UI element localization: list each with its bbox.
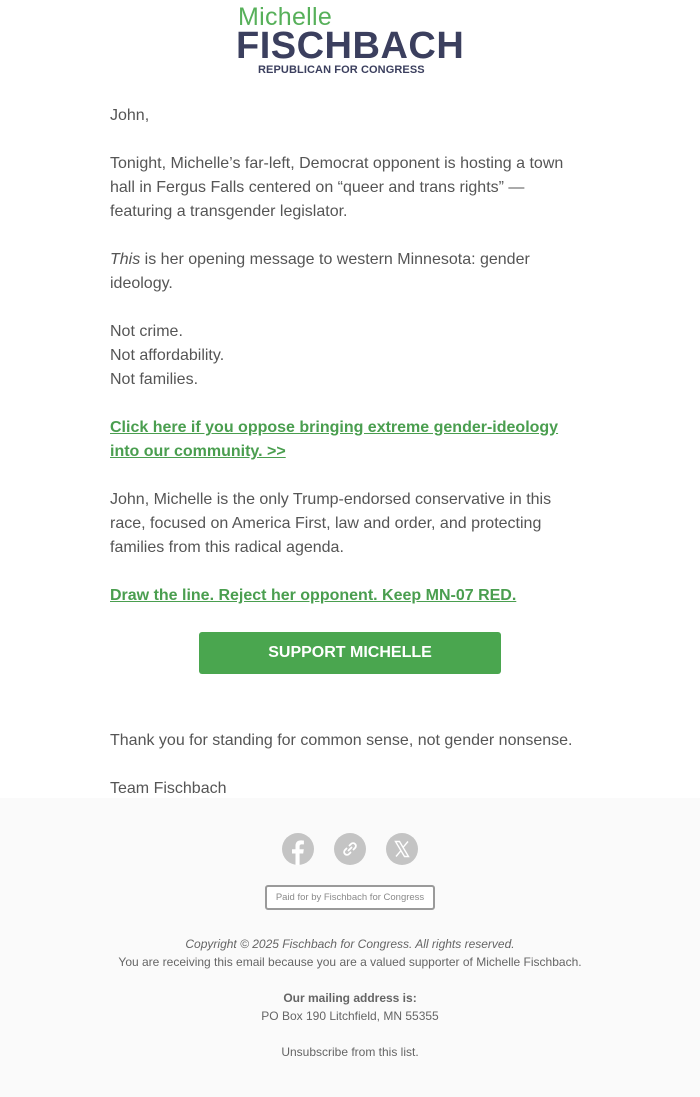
receiving-reason-text: You are receiving this email because you are a valued supporter of Michelle Fischbach.	[118, 955, 582, 969]
email-footer	[0, 798, 700, 1097]
keep-mn07-red-link[interactable]: Draw the line. Reject her opponent. Keep MN-07 RED.	[110, 587, 517, 604]
logo-tagline: REPUBLICAN FOR CONGRESS	[258, 64, 425, 76]
emphasis-this: This	[110, 251, 141, 268]
logo-last-name: FISCHBACH	[236, 25, 465, 67]
campaign-logo	[0, 0, 700, 90]
x-twitter-icon[interactable]	[386, 833, 418, 865]
not-item: Not crime.	[110, 323, 183, 340]
facebook-icon[interactable]	[282, 833, 314, 865]
paragraph-opening-message-text: is her opening message to western Minnesota: gender ideology.	[110, 251, 530, 292]
paid-for-disclaimer: Paid for by Fischbach for Congress	[265, 885, 435, 910]
email-body	[110, 104, 590, 825]
support-michelle-button[interactable]: SUPPORT MICHELLE FISCHBACH	[199, 632, 501, 674]
social-links	[0, 833, 700, 865]
paragraph-opening-message	[110, 248, 590, 296]
mailing-address-label: Our mailing address is:	[283, 991, 417, 1005]
signoff: Team Fischbach	[110, 780, 227, 797]
logo-first-name: Michelle	[238, 3, 333, 31]
greeting: John,	[110, 107, 150, 124]
cta-container	[110, 632, 590, 707]
paragraph-trump-endorsed: John, Michelle is the only Trump-endorsed conservative in this race, focused on America First, law and order, and protecting families from this radical agenda.	[110, 491, 552, 556]
copyright-text: Copyright © 2025 Fischbach for Congress. All rights reserved.	[185, 937, 515, 951]
paragraph-town-hall: Tonight, Michelle’s far-left, Democrat opponent is hosting a town hall in Fergus Falls centered on “queer and trans rights” — featuring a transgender legislator.	[110, 155, 564, 220]
oppose-gender-ideology-link[interactable]: Click here if you oppose bringing extreme gender-ideology into our community. >>	[110, 419, 559, 460]
not-item: Not families.	[110, 371, 199, 388]
link-icon[interactable]	[334, 833, 366, 865]
mailing-address: PO Box 190 Litchfield, MN 55355	[261, 1009, 439, 1023]
unsubscribe-link[interactable]: Unsubscribe from this list.	[281, 1045, 419, 1059]
not-item: Not affordability.	[110, 347, 225, 364]
thanks-text: Thank you for standing for common sense, not gender nonsense.	[110, 732, 573, 749]
